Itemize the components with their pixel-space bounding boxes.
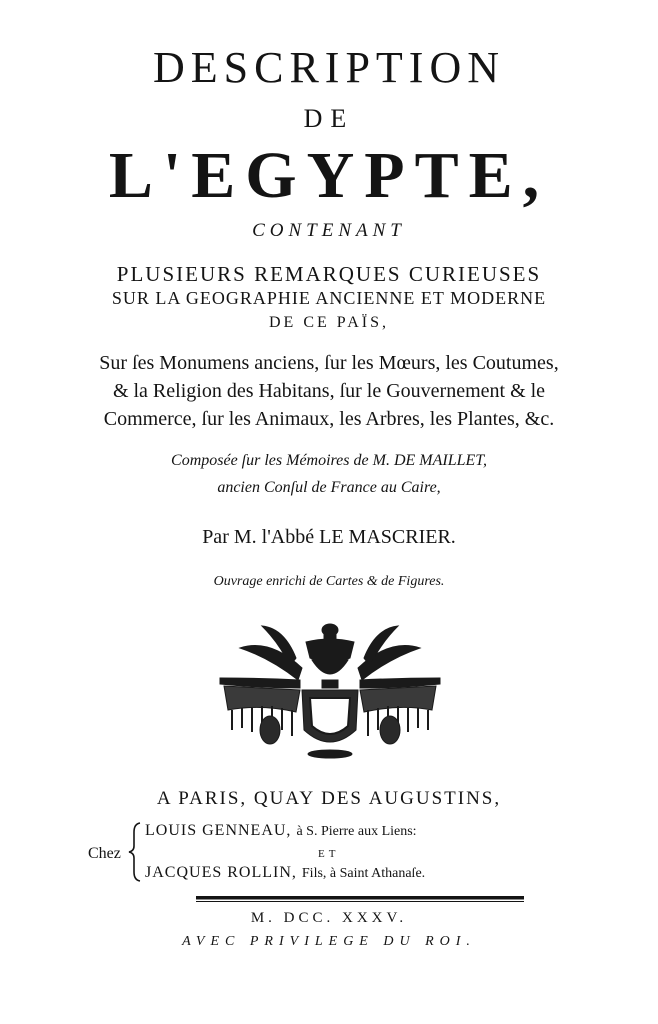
- publisher2-address: Fils, à Saint Athanaſe.: [301, 866, 426, 881]
- description-line2: & la Religion des Habitans, ſur le Gouvernement & le: [112, 380, 546, 402]
- composition-line1: Composée ſur les Mémoires de M. DE MAILLET,: [171, 452, 487, 469]
- description-line3: Commerce, ſur les Animaux, les Arbres, les Plantes, &c.: [103, 408, 555, 430]
- imprint-privilege: AVEC PRIVILEGE DU ROI.: [182, 934, 476, 949]
- imprint-city: A PARIS, QUAY DES AUGUSTINS,: [156, 788, 502, 809]
- publisher1-address: à S. Pierre aux Liens:: [296, 824, 417, 839]
- work-note: Ouvrage enrichi de Cartes & de Figures.: [213, 574, 445, 589]
- title-line-de: DE: [303, 104, 355, 133]
- author-line: Par M. l'Abbé LE MASCRIER.: [202, 526, 456, 548]
- title-line-egypte: L'EGYPTE,: [108, 139, 550, 212]
- subtitle-plusieurs-line2: SUR LA GEOGRAPHIE ANCIENNE ET MODERNE: [111, 288, 547, 308]
- composition-line2: ancien Conſul de France au Caire,: [217, 479, 441, 496]
- title-line-description: DESCRIPTION: [152, 43, 506, 92]
- urn-ornament-icon: [210, 618, 450, 760]
- subtitle-contenant: CONTENANT: [252, 220, 406, 241]
- imprint-et: ET: [318, 848, 340, 860]
- subtitle-plusieurs-line3: DE CE PAÏS,: [269, 314, 389, 331]
- publisher1-name: LOUIS GENNEAU,: [145, 822, 292, 839]
- publisher1-row: [145, 822, 417, 840]
- double-rule-divider: [196, 896, 524, 902]
- imprint-chez: Chez: [88, 845, 121, 862]
- publisher2-name: JACQUES ROLLIN,: [145, 864, 297, 881]
- imprint-date: M. DCC. XXXV.: [250, 910, 408, 926]
- description-line1: Sur ſes Monumens anciens, ſur les Mœurs, les Coutumes,: [99, 352, 559, 374]
- left-brace-icon: [128, 822, 142, 882]
- subtitle-plusieurs-line1: PLUSIEURS REMARQUES CURIEUSES: [116, 262, 542, 286]
- publisher2-row: [145, 864, 425, 882]
